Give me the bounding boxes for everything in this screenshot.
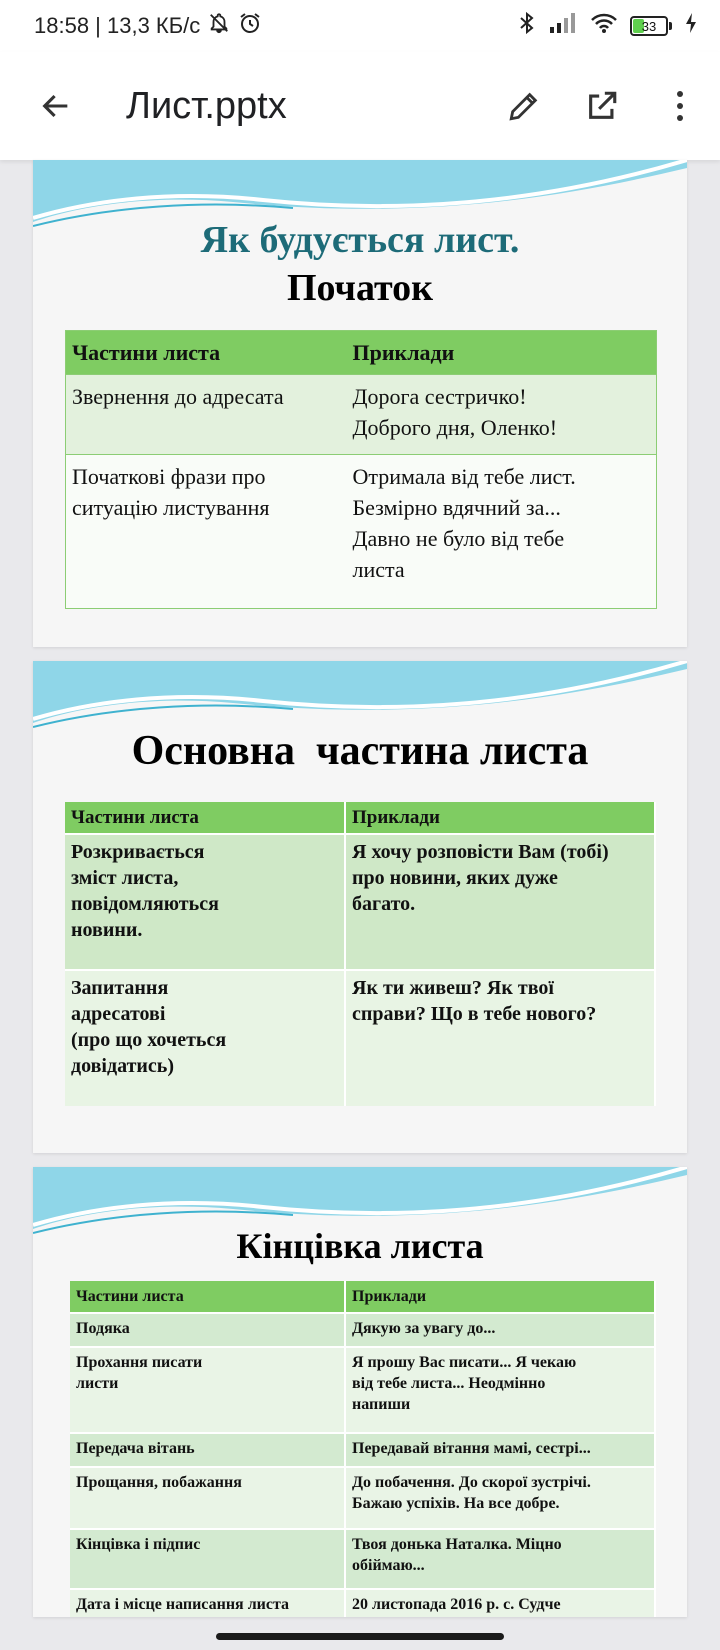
slide-subtitle: Початок xyxy=(286,267,434,309)
status-time: 18:58 | 13,3 КБ/с xyxy=(34,13,201,38)
table-cell: Передача вітань xyxy=(70,1433,345,1467)
bluetooth-icon xyxy=(518,11,536,41)
slide-3 xyxy=(33,1167,687,1617)
table-cell: Передавай вітання мамі, сестрі... xyxy=(345,1433,655,1467)
table-cell: Як ти живеш? Як твої справи? Що в тебе нового? xyxy=(345,970,655,1106)
table-cell: Твоя донька Наталка. Міцно обіймаю... xyxy=(345,1529,655,1589)
open-in-new-icon xyxy=(585,89,619,123)
slide-table xyxy=(65,802,656,1106)
more-options-button[interactable] xyxy=(652,78,708,134)
slide-title: Кінцівка листа xyxy=(236,1226,484,1266)
table-row xyxy=(65,834,655,970)
table-header: Приклади xyxy=(347,331,657,375)
document-title: Лист.pptx xyxy=(126,84,287,127)
signal-icon xyxy=(548,12,578,40)
table-row xyxy=(70,1589,655,1617)
table-cell: Подяка xyxy=(70,1313,345,1347)
slide-title: Основна частина листа xyxy=(131,728,589,774)
more-vert-icon xyxy=(675,89,685,123)
back-button[interactable] xyxy=(28,78,84,134)
table-cell: Прохання писати листи xyxy=(70,1347,345,1433)
table-cell: Отримала від тебе лист. Безмірно вдячний за... Давно не було від тебе листа xyxy=(347,455,657,609)
table-cell: Я хочу розповісти Вам (тобі) про новини, яких дуже багато. xyxy=(345,834,655,970)
table-cell: Розкривається зміст листа, повідомляються новини. xyxy=(65,834,345,970)
table-header: Частини листа xyxy=(65,802,345,834)
table-row xyxy=(70,1529,655,1589)
table-cell: Я прошу Вас писати... Я чекаю від тебе листа... Неодмінно напиши xyxy=(345,1347,655,1433)
table-header: Приклади xyxy=(345,1281,655,1313)
table-header: Частини листа xyxy=(70,1281,345,1313)
alarm-icon xyxy=(238,11,262,41)
app-bar xyxy=(0,52,720,160)
slide-2 xyxy=(33,661,687,1153)
status-bar xyxy=(0,0,720,52)
table-cell: Прощання, побажання xyxy=(70,1467,345,1529)
table-cell: Дякую за увагу до... xyxy=(345,1313,655,1347)
slide-1 xyxy=(33,160,687,647)
table-row xyxy=(70,1433,655,1467)
table-cell: До побачення. До скорої зустрічі. Бажаю успіхів. На все добре. xyxy=(345,1467,655,1529)
edit-button[interactable] xyxy=(496,78,552,134)
table-row xyxy=(66,375,657,455)
table-cell: Дата і місце написання листа xyxy=(70,1589,345,1617)
table-header: Приклади xyxy=(345,802,655,834)
table-row xyxy=(70,1347,655,1433)
arrow-left-icon xyxy=(39,89,73,123)
slide-table xyxy=(70,1281,656,1617)
home-indicator[interactable] xyxy=(216,1633,504,1640)
wifi-icon xyxy=(590,12,618,40)
battery-level: 33 xyxy=(641,18,657,34)
table-cell: Кінцівка і підпис xyxy=(70,1529,345,1589)
table-row xyxy=(70,1467,655,1529)
table-row xyxy=(70,1313,655,1347)
table-cell: Початкові фрази про ситуацію листування xyxy=(66,455,347,609)
table-cell: Дорога сестричко! Доброго дня, Оленко! xyxy=(347,375,657,455)
slide-title: Як будується лист. xyxy=(200,219,520,261)
table-row xyxy=(65,970,655,1106)
table-row xyxy=(66,455,657,609)
table-cell: 20 листопада 2016 р. с. Судче xyxy=(345,1589,655,1617)
table-header: Частини листа xyxy=(66,331,347,375)
battery-icon xyxy=(630,16,672,36)
table-cell: Запитання адресатові (про що хочеться довідатись) xyxy=(65,970,345,1106)
charging-icon xyxy=(684,12,698,40)
notifications-muted-icon xyxy=(208,12,230,40)
open-external-button[interactable] xyxy=(574,78,630,134)
table-cell: Звернення до адресата xyxy=(66,375,347,455)
slide-table xyxy=(65,330,657,609)
pencil-icon xyxy=(507,89,541,123)
